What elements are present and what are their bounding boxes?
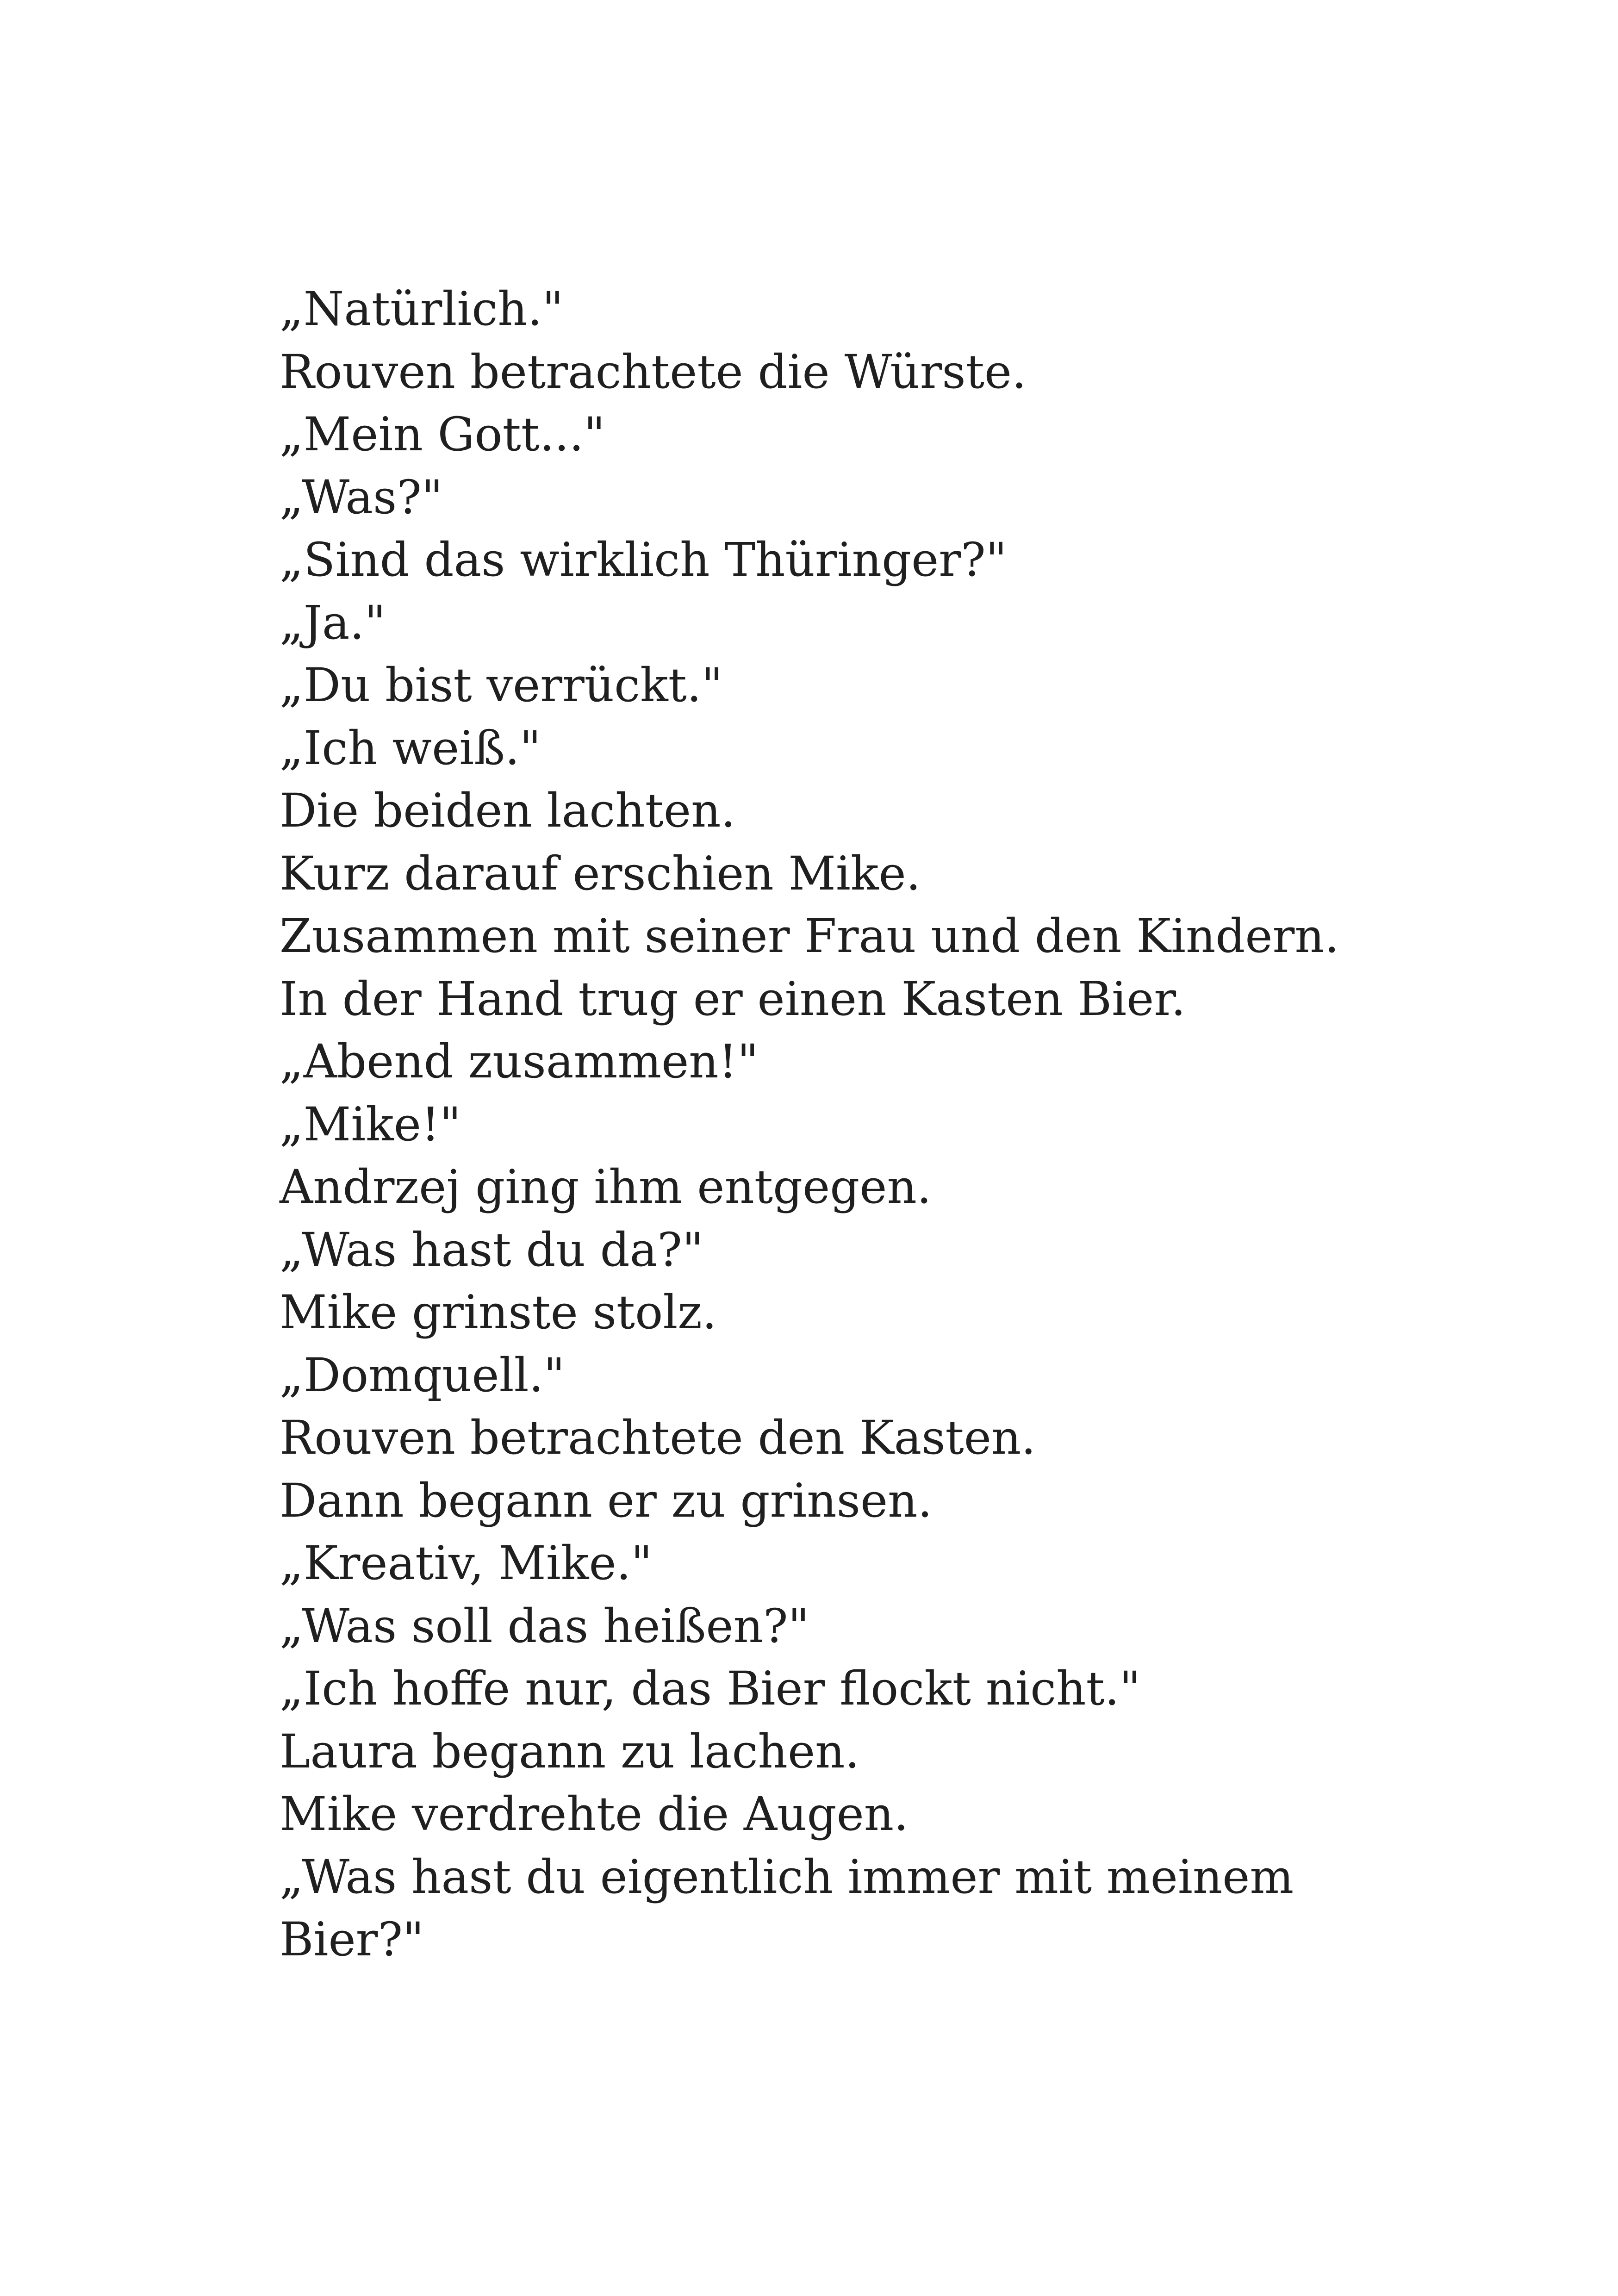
text-line: „Was soll das heißen?" <box>280 1599 809 1653</box>
body-text <box>280 278 1390 1971</box>
text-line: „Abend zusammen!" <box>280 1034 759 1089</box>
text-line: „Natürlich." <box>280 282 564 336</box>
text-line: „Was hast du eigentlich immer mit meinem <box>280 1849 1294 1904</box>
text-line: Dann begann er zu grinsen. <box>280 1473 933 1528</box>
text-line: Mike grinste stolz. <box>280 1285 717 1339</box>
text-line: „Du bist verrückt." <box>280 658 723 712</box>
text-line: Mike verdrehte die Augen. <box>280 1787 909 1841</box>
text-line: Zusammen mit seiner Frau und den Kindern. <box>280 909 1339 963</box>
text-line: Laura begann zu lachen. <box>280 1724 860 1779</box>
text-line: „Sind das wirklich Thüringer?" <box>280 533 1007 587</box>
text-line: Kurz darauf erschien Mike. <box>280 846 921 901</box>
text-line: Andrzej ging ihm entgegen. <box>280 1160 932 1214</box>
text-line: „Was?" <box>280 470 443 524</box>
text-line: „Kreativ, Mike." <box>280 1536 653 1590</box>
text-line: „Was hast du da?" <box>280 1222 703 1277</box>
text-line: Die beiden lachten. <box>280 784 736 838</box>
text-line: „Ich weiß." <box>280 721 541 775</box>
text-line: „Domquell." <box>280 1348 565 1402</box>
text-line: Rouven betrachtete den Kasten. <box>280 1411 1036 1465</box>
text-line: „Ich hoffe nur, das Bier flockt nicht." <box>280 1661 1141 1716</box>
text-line: „Mein Gott..." <box>280 407 605 461</box>
text-line: „Ja." <box>280 595 386 650</box>
text-line: Rouven betrachtete die Würste. <box>280 344 1027 399</box>
text-line: In der Hand trug er einen Kasten Bier. <box>280 971 1186 1026</box>
text-line: Bier?" <box>280 1912 424 1966</box>
text-line: „Mike!" <box>280 1097 461 1151</box>
